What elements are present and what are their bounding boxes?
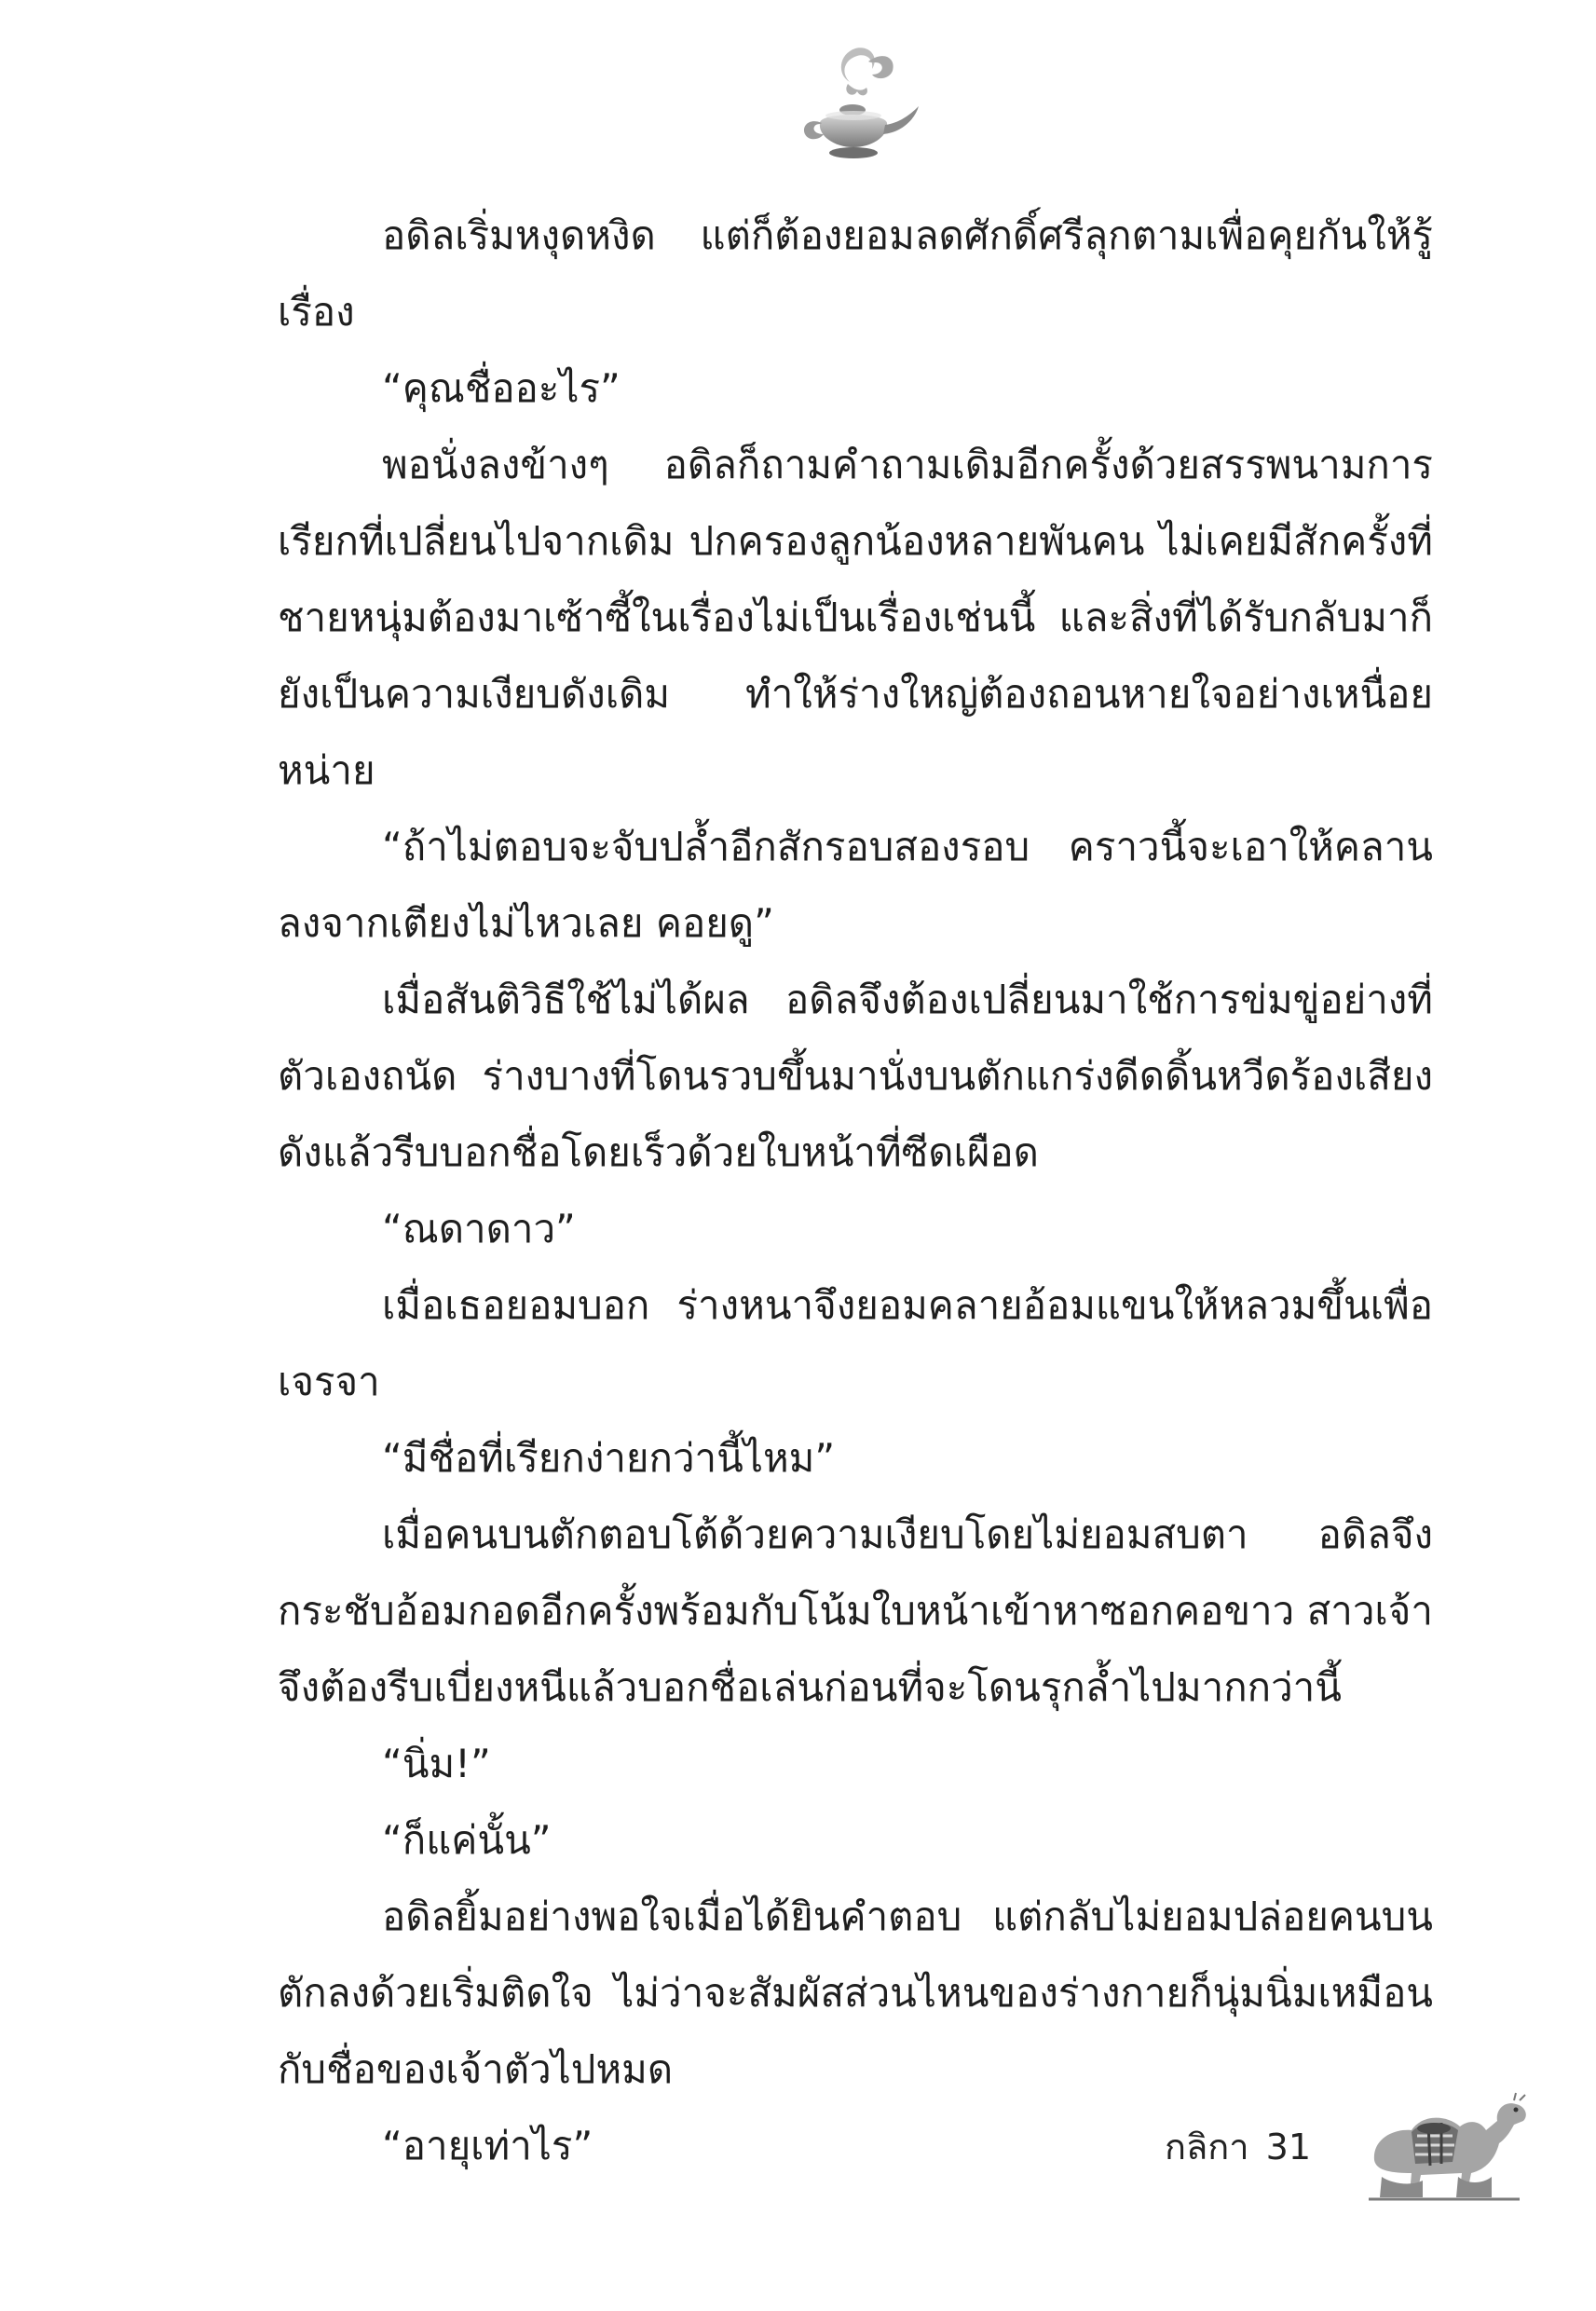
- body-text: [278, 198, 1433, 2184]
- book-title: กลิกา: [1165, 2126, 1249, 2167]
- footer-label: [1165, 2125, 1311, 2169]
- camel-icon: [1356, 2087, 1533, 2218]
- paragraph: “ณดาดาว”: [382, 1206, 576, 1251]
- paragraph: “อายุเท่าไร”: [382, 2123, 593, 2168]
- paragraph: เมื่อคนบนตักตอบโต้ด้วยความเงียบโดยไม่ยอมสบตา อดิลจึงกระชับอ้อมกอดอีกครั้งพร้อมกับโน้มใบหน้าเข้าหาซอกคอขาว สาวเจ้าจึงต้องรีบเบี่ยงหนีแล้วบอกชื่อเล่นก่อนที่จะโดนรุกล้ำไปมากกว่านี้: [278, 1511, 1433, 1710]
- paragraph: อดิลเริ่มหงุดหงิด แต่ก็ต้องยอมลดศักดิ์ศรีลุกตามเพื่อคุยกันให้รู้เรื่อง: [278, 212, 1433, 335]
- paragraph: อดิลยิ้มอย่างพอใจเมื่อได้ยินคำตอบ แต่กลับไม่ยอมปล่อยคนบนตักลงด้วยเริ่มติดใจ ไม่ว่าจะสัมผัสส่วนไหนของร่างกายก็นุ่มนิ่มเหมือนกับชื่อของเจ้าตัวไปหมด: [278, 1894, 1433, 2092]
- page-number: 31: [1265, 2126, 1311, 2167]
- paragraph: “ก็แค่นั้น”: [382, 1817, 552, 1863]
- paragraph: “มีชื่อที่เรียกง่ายกว่านี้ไหม”: [382, 1435, 836, 1481]
- paragraph: พอนั่งลงข้างๆ อดิลก็ถามคำถามเดิมอีกครั้งด้วยสรรพนามการเรียกที่เปลี่ยนไปจากเดิม ปกครองลูกน้องหลายพันคน ไม่เคยมีสักครั้งที่ชายหนุ่มต้องมาเซ้าซี้ในเรื่องไม่เป็นเรื่องเช่นนี้ และสิ่งที่ได้รับกลับมาก็ยังเป็นความเงียบดังเดิม ทำให้ร่างใหญ่ต้องถอนหายใจอย่างเหนื่อยหน่าย: [278, 442, 1433, 793]
- paragraph: “ถ้าไม่ตอบจะจับปล้ำอีกสักรอบสองรอบ คราวนี้จะเอาให้คลานลงจากเตียงไม่ไหวเลย คอยดู”: [278, 824, 1433, 946]
- page-footer: [1118, 2087, 1565, 2227]
- paragraph: “นิ่ม!”: [382, 1741, 491, 1786]
- paragraph: เมื่อเธอยอมบอก ร่างหนาจึงยอมคลายอ้อมแขนให้หลวมขึ้นเพื่อเจรจา: [278, 1282, 1433, 1404]
- paragraph: “คุณชื่ออะไร”: [382, 365, 621, 411]
- paragraph: เมื่อสันติวิธีใช้ไม่ได้ผล อดิลจึงต้องเปลี่ยนมาใช้การข่มขู่อย่างที่ตัวเองถนัด ร่างบางที่โดนรวบขึ้นมานั่งบนตักแกร่งดีดดิ้นหวีดร้องเสียงดังแล้วรีบบอกชื่อโดยเร็วด้วยใบหน้าที่ซีดเผือด: [278, 977, 1433, 1175]
- genie-lamp-icon: [783, 37, 922, 177]
